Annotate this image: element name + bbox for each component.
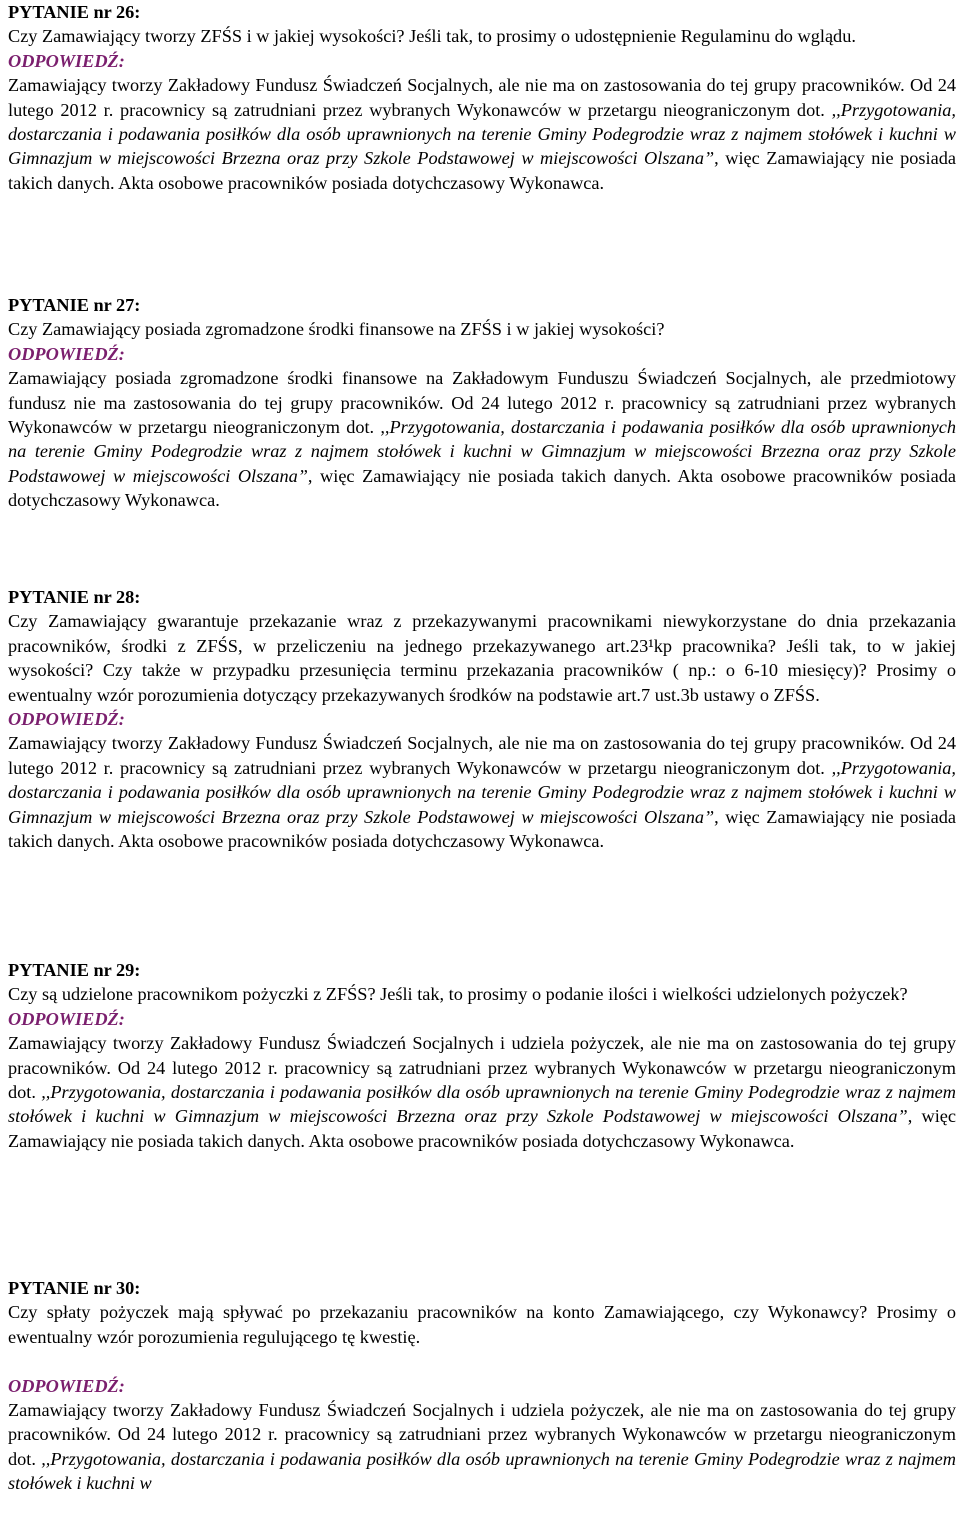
answer-quote: ,,Przygotowania, dostarczania i podawania posiłków dla osób uprawnionych na terenie Gminy Podegrodzie wraz z najmem stołówek i kuchni w: [8, 1448, 956, 1494]
answer-text: [8, 1398, 956, 1496]
question-title: PYTANIE nr 30:: [8, 1278, 141, 1298]
answer-text: [8, 73, 956, 195]
answer-text-outro: , więc Zamawiający nie posiada takich danych. Akta osobowe pracowników posiada dotychczasowy Wykonawca.: [8, 148, 956, 193]
answer-label: ODPOWIEDŹ:: [8, 343, 125, 364]
question-title: PYTANIE nr 28:: [8, 587, 141, 607]
question-block-28: [8, 585, 956, 853]
question-text: Czy Zamawiający gwarantuje przekazanie wraz z przekazywanymi pracownikami niewykorzystane do dnia przekazania pracowników, środki z ZFŚS, w przeliczeniu na jednego przekazywanego art.23¹kp pracownika? Jeśli tak, to w jakiej wysokości? Czy także w przypadku przesunięcia terminu przekazania pracowników ( np.: o 6-10 miesięcy)? Prosimy o ewentualny wzór porozumienia dotyczący przekazywanych środków na podstawie art.7 ust.3b ustawy o ZFŚS.: [8, 611, 956, 705]
answer-label: ODPOWIEDŹ:: [8, 1375, 125, 1396]
question-title: PYTANIE nr 29:: [8, 960, 141, 980]
answer-quote: ,,Przygotowania, dostarczania i podawania posiłków dla osób uprawnionych na terenie Gminy Podegrodzie wraz z najmem stołówek i kuchni w Gimnazjum w miejscowości Brzezna oraz przy Szkole Podstawowej w miejscowości Olszana”: [8, 1082, 956, 1127]
question-title: PYTANIE nr 26:: [8, 2, 141, 22]
answer-label: ODPOWIEDŹ:: [8, 709, 125, 730]
answer-label: ODPOWIEDŹ:: [8, 50, 125, 71]
answer-text-outro: , więc Zamawiający nie posiada takich danych. Akta osobowe pracowników posiada dotychczasowy Wykonawca.: [8, 806, 956, 852]
answer-text: [8, 731, 956, 853]
answer-text: [8, 366, 956, 512]
answer-quote: ,,Przygotowania, dostarczania i podawania posiłków dla osób uprawnionych na terenie Gminy Podegrodzie wraz z najmem stołówek i kuchni w Gimnazjum w miejscowości Brzezna oraz przy Szkole Podstawowej w miejscowości Olszana”: [8, 757, 956, 827]
question-block-29: [8, 958, 956, 1153]
question-text: Czy Zamawiający tworzy ZFŚS i w jakiej wysokości? Jeśli tak, to prosimy o udostępnienie Regulaminu do wglądu.: [8, 26, 856, 47]
answer-label: ODPOWIEDŹ:: [8, 1008, 125, 1029]
blank-line: [8, 1349, 956, 1373]
answer-text-intro: Zamawiający tworzy Zakładowy Fundusz Świadczeń Socjalnych, ale nie ma on zastosowania do tej grupy pracowników. Od 24 lutego 2012 r. pracownicy są zatrudniani przez wybranych Wykonawców w przetargu nieograniczonym dot.: [8, 733, 956, 778]
answer-text-intro: Zamawiający tworzy Zakładowy Fundusz Świadczeń Socjalnych, ale nie ma on zastosowania do tej grupy pracowników. Od 24 lutego 2012 r. pracownicy są zatrudniani przez wybranych Wykonawców w przetargu nieograniczonym dot.: [8, 75, 956, 120]
answer-text-intro: Zamawiający tworzy Zakładowy Fundusz Świadczeń Socjalnych i udziela pożyczek, ale nie ma on zastosowania do tej grupy pracowników. Od 24 lutego 2012 r. pracownicy są zatrudniani przez wybranych Wykonawców w przetargu nieograniczonym dot.: [8, 1033, 956, 1103]
answer-text: [8, 1031, 956, 1153]
answer-quote: ,,Przygotowania, dostarczania i podawania posiłków dla osób uprawnionych na terenie Gminy Podegrodzie wraz z najmem stołówek i kuchni w Gimnazjum w miejscowości Brzezna oraz przy Szkole Podstawowej w miejscowości Olszana”: [8, 417, 956, 486]
question-text: Czy spłaty pożyczek mają spływać po przekazaniu pracowników na konto Zamawiającego, czy Wykonawcy? Prosimy o ewentualny wzór porozumienia regulującego tę kwestię.: [8, 1302, 956, 1347]
question-block-30: [8, 1276, 956, 1496]
answer-text-outro: , więc Zamawiający nie posiada takich danych. Akta osobowe pracowników posiada dotychczasowy Wykonawca.: [8, 1106, 957, 1151]
answer-text-outro: , więc Zamawiający nie posiada takich danych. Akta osobowe pracowników posiada dotychczasowy Wykonawca.: [8, 465, 956, 511]
question-block-27: [8, 293, 956, 513]
question-text: Czy Zamawiający posiada zgromadzone środki finansowe na ZFŚS i w jakiej wysokości?: [8, 319, 665, 340]
question-title: PYTANIE nr 27:: [8, 295, 141, 315]
question-block-26: [8, 0, 956, 195]
answer-text-intro: Zamawiający posiada zgromadzone środki finansowe na Zakładowym Funduszu Świadczeń Socjalnych, ale przedmiotowy fundusz nie ma zastosowania do tej grupy pracowników. Od 24 lutego 2012 r. pracownicy są zatrudniani przez wybranych Wykonawców w przetargu nieograniczonym dot.: [8, 368, 956, 438]
answer-text-intro: Zamawiający tworzy Zakładowy Fundusz Świadczeń Socjalnych i udziela pożyczek, ale nie ma on zastosowania do tej grupy pracowników. Od 24 lutego 2012 r. pracownicy są zatrudniani przez wybranych Wykonawców w przetargu nieograniczonym dot.: [8, 1400, 956, 1469]
question-text: Czy są udzielone pracownikom pożyczki z ZFŚS? Jeśli tak, to prosimy o podanie ilości i wielkości udzielonych pożyczek?: [8, 984, 908, 1005]
answer-quote: ,,Przygotowania, dostarczania i podawania posiłków dla osób uprawnionych na terenie Gminy Podegrodzie wraz z najmem stołówek i kuchni w Gimnazjum w miejscowości Brzezna oraz przy Szkole Podstawowej w miejscowości Olszana”: [8, 99, 956, 169]
